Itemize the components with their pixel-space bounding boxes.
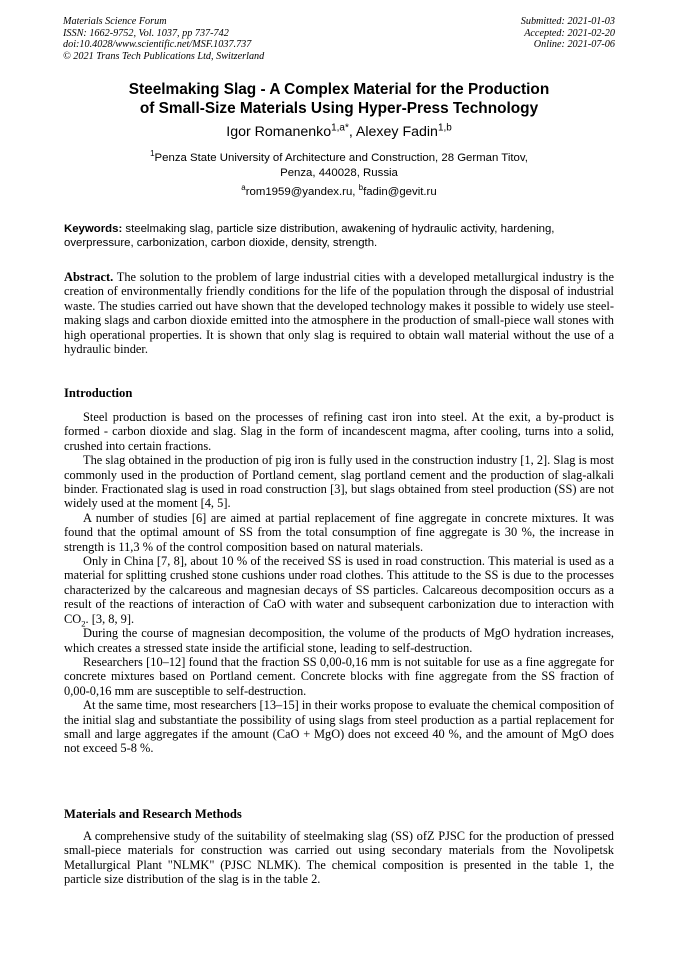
paragraph: The slag obtained in the production of pig iron is fully used in the construction industry [1, 2]. Slag is most commonly used in the production of Portland cement, slag portland cement and the production of slag-alkali binder. Fractionated slag is used in road construction [3], but slags obtained from steel production (SS) are not widely used at the moment [4, 5]. <box>64 453 614 511</box>
paragraph: Researchers [10–12] found that the fraction SS 0,00-0,16 mm is not suitable for use as a fine aggregate for concrete mixtures based on Portland cement. Concrete blocks with fine aggregate from the SS fraction of 0,00-0,16 mm are susceptible to self-destruction. <box>64 654 614 698</box>
paragraph: At the same time, most researchers [13–15] in their works propose to evaluate the chemical composition of the initial slag and substantiate the possibility of using slags from steel production as a partial replacement for small and large aggregates if the amount (CaO + MgO) does not exceed 40 %, and the amount of MgO does not exceed 5-8 %. <box>64 698 614 756</box>
author-list <box>60 124 618 141</box>
author-name: Igor Romanenko <box>226 124 332 140</box>
abstract <box>64 270 614 356</box>
affiliation <box>60 151 618 181</box>
author-affiliation-marker: 1,a* <box>331 122 349 134</box>
paragraph-text: . [3, 8, 9]. <box>85 611 135 626</box>
affiliation-marker: 1 <box>150 149 155 159</box>
email-link[interactable]: fadin@gevit.ru <box>363 186 437 198</box>
author-separator: , <box>348 124 356 140</box>
title-line-1: Steelmaking Slag - A Complex Material for the Production <box>128 81 550 98</box>
journal-info <box>63 16 264 62</box>
email-marker: b <box>358 183 364 193</box>
paper-title <box>60 81 618 118</box>
submitted-date: Submitted: 2021-01-03 <box>520 16 615 27</box>
submission-dates <box>521 16 615 51</box>
copyright-line: © 2021 Trans Tech Publications Ltd, Switzerland <box>63 50 265 62</box>
paragraph: A number of studies [6] are aimed at partial replacement of fine aggregate in concrete mixtures. It was found that the optimal amount of SS from the total consumption of fine aggregate is 30 %, the increase in strength is 11,3 % of the control composition based on natural materials. <box>64 510 614 554</box>
paragraph-text: Only in China [7, 8], about 10 % of the received SS is used in road construction. This material is used as a material for splitting crushed stone cushions under road clothes. This attitude to the SS is due to the processes characterized by the calcareous and magnesian decays of SS particles. Calcareous decomposition occurs as a result of the reactions of interaction of CaO with water and subsequent carbonization due to interaction with CO <box>64 554 614 626</box>
abstract-text: The solution to the problem of large industrial cities with a developed metallurgical industry is the creation of environmentally friendly conditions for the life of the population through the disposal of industrial waste. The studies carried out have shown that the developed technology makes it possible to widely use steel-making slags and carbon dioxide emitted into the atmosphere in the production of small-piece wall stones with high operational properties. It is shown that only slag is required to obtain wall material without the use of a hydraulic binder. <box>64 270 614 357</box>
affiliation-line-1: Penza State University of Architecture and Construction, 28 German Titov, <box>154 152 528 164</box>
doi-line: doi:10.4028/www.scientific.net/MSF.1037.737 <box>63 39 252 51</box>
paragraph: A comprehensive study of the suitability of steelmaking slag (SS) ofZ PJSC for the production of pressed small-piece materials for construction was carried out using secondary materials from the Novolipetsk Metallurgical Plant "NLMK" (PJSC NLMK). The chemical composition is presented in the table 1, the particle size distribution of the slag is in the table 2. <box>64 829 614 887</box>
email-separator: , <box>352 186 359 198</box>
methods-body <box>64 829 614 887</box>
paragraph: Steel production is based on the processes of refining cast iron into steel. At the exit, a by-product is formed - carbon dioxide and slag. Slag in the form of incandescent magma, after cooling, turns into a solid, crushed into certain fractions. <box>64 410 614 453</box>
email-link[interactable]: rom1959@yandex.ru <box>245 186 353 198</box>
online-date: Online: 2021-07-06 <box>533 39 615 51</box>
title-line-2: of Small-Size Materials Using Hyper-Press Technology <box>139 99 539 117</box>
abstract-label: Abstract. <box>64 270 114 284</box>
email-marker: a <box>241 183 246 193</box>
introduction-heading: Introduction <box>64 386 133 400</box>
introduction-body <box>64 410 614 756</box>
subscript: 2 <box>81 618 86 629</box>
issn-line: ISSN: 1662-9752, Vol. 1037, pp 737-742 <box>63 27 229 39</box>
journal-name: Materials Science Forum <box>63 16 167 27</box>
author-affiliation-marker: 1,b <box>437 122 452 134</box>
keywords-text: steelmaking slag, particle size distribution, awakening of hydraulic activity, hardening, overpressure, carbonization, carbon dioxide, density, strength. <box>64 223 555 250</box>
keywords-label: Keywords: <box>64 223 123 235</box>
author-name: Alexey Fadin <box>355 124 438 140</box>
author-emails <box>60 185 618 200</box>
paragraph <box>64 554 614 629</box>
accepted-date: Accepted: 2021-02-20 <box>524 27 615 39</box>
affiliation-line-2: Penza, 440028, Russia <box>280 167 398 179</box>
methods-heading: Materials and Research Methods <box>64 807 242 821</box>
paragraph: During the course of magnesian decomposition, the volume of the products of MgO hydration increases, which creates a stressed state inside the artificial stone, leading to self-destruction. <box>64 626 614 655</box>
keywords <box>64 222 614 250</box>
